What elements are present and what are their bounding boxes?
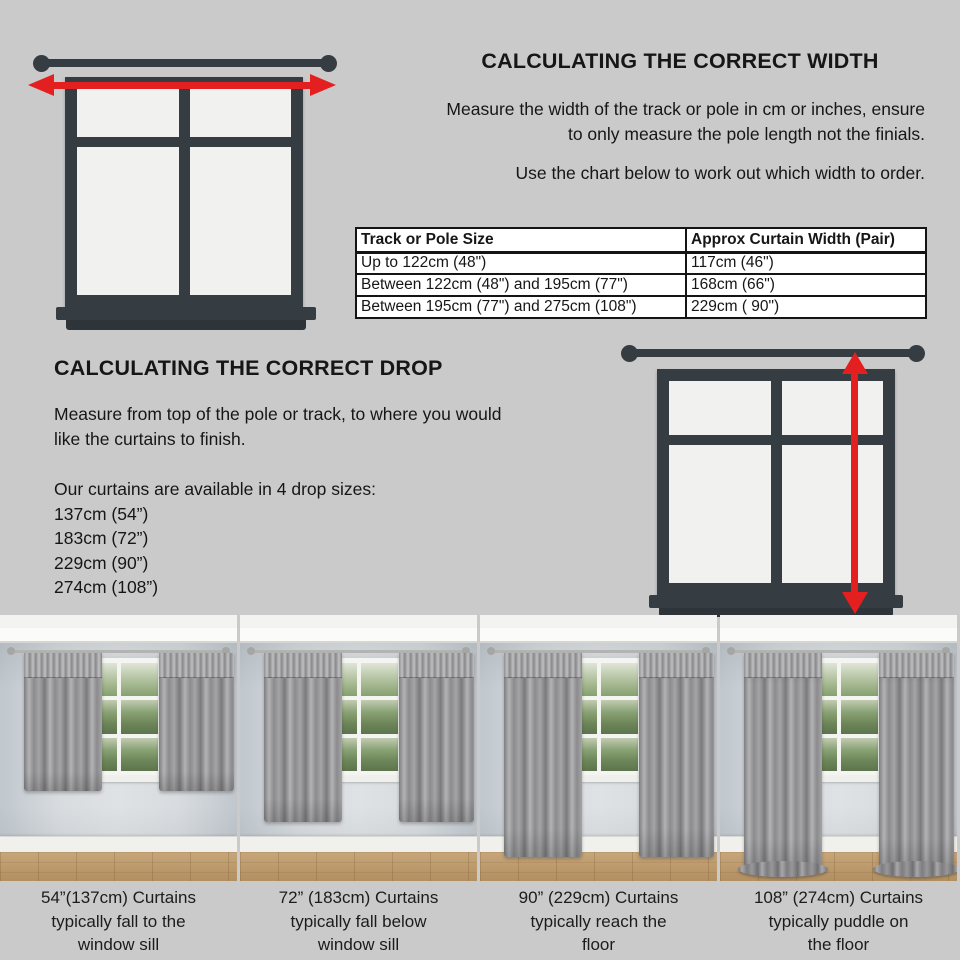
ceiling <box>480 615 717 628</box>
size-table-header-pole: Track or Pole Size <box>356 228 686 252</box>
pole-finial-right <box>320 55 337 72</box>
table-cell-curtain-width: 117cm (46") <box>686 252 926 274</box>
caption-line: 90” (229cm) Curtains <box>518 888 679 907</box>
drop-sizes-list <box>54 477 614 600</box>
photo-curtain-drop-108 <box>720 615 957 881</box>
curtain-puddle-right <box>873 861 957 877</box>
curtain-panel-left <box>504 653 582 857</box>
table-cell-pole-size: Between 122cm (48") and 195cm (77") <box>356 274 686 296</box>
window-pane <box>77 89 179 137</box>
drop-size-item: 137cm (54”) <box>54 503 149 524</box>
caption-line: the floor <box>807 935 870 954</box>
curtain-pole-bar <box>630 349 916 357</box>
caption-line: floor <box>581 935 616 954</box>
window-pane <box>190 147 292 295</box>
photo-curtain-drop-90 <box>480 615 717 881</box>
pole-finial-left <box>247 647 255 655</box>
table-cell-pole-size: Between 195cm (77") and 275cm (108") <box>356 296 686 318</box>
caption-72 <box>240 886 477 957</box>
baseboard <box>0 836 237 852</box>
curtain-panel-right <box>639 653 714 857</box>
drop-section-title: CALCULATING THE CORRECT DROP <box>54 356 443 380</box>
arrow-head-up-icon <box>842 352 868 374</box>
pole-finial-left <box>727 647 735 655</box>
curtain-panel-right <box>159 653 234 791</box>
window-pane <box>669 381 771 435</box>
width-section-paragraph <box>340 97 925 147</box>
ceiling <box>240 615 477 628</box>
crown-molding <box>480 628 717 643</box>
curtain-pole-bar <box>42 59 328 67</box>
curtain-panel-left <box>744 653 822 869</box>
photo-curtain-drop-72 <box>240 615 477 881</box>
caption-line: typically reach the <box>530 911 667 931</box>
curtain-panel-right <box>879 653 954 869</box>
window-pane <box>669 445 771 583</box>
arrow-head-right-icon <box>310 74 336 96</box>
photo-curtain-drop-54 <box>0 615 237 881</box>
drop-measure-arrow <box>842 352 868 614</box>
width-section-title: CALCULATING THE CORRECT WIDTH <box>481 49 879 73</box>
pole-finial-left <box>487 647 495 655</box>
window-panes <box>77 89 291 295</box>
caption-line: typically puddle on <box>768 911 909 931</box>
pole-finial-left <box>7 647 15 655</box>
caption-54 <box>0 886 237 957</box>
pole-finial-right <box>908 345 925 362</box>
window-pane <box>77 147 179 295</box>
table-row <box>356 296 926 318</box>
crown-molding <box>720 628 957 643</box>
pole-finial-left <box>33 55 50 72</box>
caption-line: window sill <box>77 935 160 954</box>
drop-size-item: 229cm (90”) <box>54 552 149 573</box>
table-cell-curtain-width: 168cm (66") <box>686 274 926 296</box>
curtain-panel-left <box>24 653 102 791</box>
table-cell-pole-size: Up to 122cm (48") <box>356 252 686 274</box>
table-row <box>356 274 926 296</box>
caption-line: typically fall to the <box>51 911 186 931</box>
arrow-head-down-icon <box>842 592 868 614</box>
window-sill <box>56 307 316 320</box>
window-illustration <box>65 77 303 307</box>
caption-line: 72” (183cm) Curtains <box>278 888 439 907</box>
drop-size-item: 274cm (108”) <box>54 577 159 597</box>
drop-paragraph-line-1: Measure from top of the pole or track, to where you would <box>54 404 502 424</box>
caption-108 <box>720 886 957 957</box>
wood-floor <box>240 852 477 881</box>
caption-line: 54”(137cm) Curtains <box>41 888 196 907</box>
ceiling <box>720 615 957 628</box>
caption-90 <box>480 886 717 957</box>
wood-floor <box>0 852 237 881</box>
drop-size-item: 183cm (72”) <box>54 528 149 548</box>
crown-molding <box>240 628 477 643</box>
table-cell-curtain-width: 229cm ( 90") <box>686 296 926 318</box>
drop-section-paragraph <box>54 402 614 452</box>
caption-line: typically fall below <box>290 911 427 931</box>
curtain-puddle-left <box>738 861 828 877</box>
window-sill-base <box>66 320 306 330</box>
ceiling <box>0 615 237 628</box>
curtain-panel-right <box>399 653 474 822</box>
size-table-header-width: Approx Curtain Width (Pair) <box>686 228 926 252</box>
arrow-shaft <box>851 362 858 604</box>
width-chart-hint: Use the chart below to work out which width to order. <box>515 163 925 183</box>
caption-line: 108” (274cm) Curtains <box>753 888 924 907</box>
size-table-header-row <box>356 228 926 252</box>
drop-sizes-intro: Our curtains are available in 4 drop sizes: <box>54 479 376 499</box>
drop-paragraph-line-2: like the curtains to finish. <box>54 429 246 449</box>
width-paragraph-line-2: to only measure the pole length not the finials. <box>567 124 925 144</box>
size-table <box>355 227 927 319</box>
window-pane <box>190 89 292 137</box>
caption-line: window sill <box>317 935 400 954</box>
crown-molding <box>0 628 237 643</box>
table-row <box>356 252 926 274</box>
pole-finial-left <box>621 345 638 362</box>
arrow-shaft <box>48 82 316 89</box>
baseboard <box>240 836 477 852</box>
curtain-panel-left <box>264 653 342 822</box>
arrow-head-left-icon <box>28 74 54 96</box>
width-measure-arrow <box>28 74 336 96</box>
width-paragraph-line-1: Measure the width of the track or pole in cm or inches, ensure <box>446 99 925 119</box>
